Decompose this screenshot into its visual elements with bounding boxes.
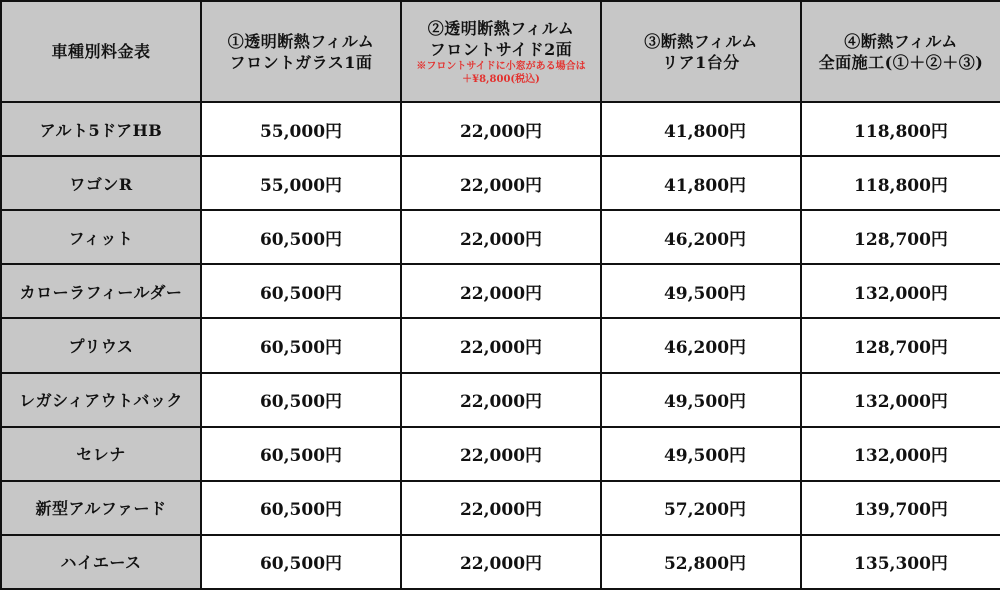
table-row xyxy=(1,156,1000,210)
column-header-full-install xyxy=(801,1,1000,102)
price-front-side: 22,000円 xyxy=(401,481,601,535)
car-model-cell: ハイエース xyxy=(1,535,201,589)
price-full-install: 132,000円 xyxy=(801,427,1000,481)
price-front-glass: 60,500円 xyxy=(201,373,401,427)
table-row xyxy=(1,373,1000,427)
car-model-cell: セレナ xyxy=(1,427,201,481)
price-front-glass: 60,500円 xyxy=(201,318,401,372)
price-front-side: 22,000円 xyxy=(401,535,601,589)
car-model-cell: フィット xyxy=(1,210,201,264)
header-row xyxy=(1,1,1000,102)
car-model-cell: アルト5ドアHB xyxy=(1,102,201,156)
price-front-glass: 55,000円 xyxy=(201,102,401,156)
table-row xyxy=(1,102,1000,156)
price-front-side: 22,000円 xyxy=(401,210,601,264)
price-rear: 41,800円 xyxy=(601,102,801,156)
price-front-glass: 60,500円 xyxy=(201,210,401,264)
small-window-surcharge: ＋¥8,800(税込) xyxy=(462,73,540,85)
price-full-install: 135,300円 xyxy=(801,535,1000,589)
column-header-line2: 全面施工(①＋②＋③) xyxy=(818,52,984,72)
price-front-glass: 60,500円 xyxy=(201,427,401,481)
column-header-line1: ②透明断熱フィルム xyxy=(427,18,575,38)
price-full-install: 132,000円 xyxy=(801,373,1000,427)
price-full-install: 128,700円 xyxy=(801,318,1000,372)
column-header-line2: フロントサイド2面 xyxy=(429,39,573,59)
car-model-cell: プリウス xyxy=(1,318,201,372)
price-rear: 49,500円 xyxy=(601,264,801,318)
price-front-side: 22,000円 xyxy=(401,427,601,481)
column-header-front-glass xyxy=(201,1,401,102)
column-header-line1: ③断熱フィルム xyxy=(644,31,758,51)
price-rear: 57,200円 xyxy=(601,481,801,535)
price-front-glass: 60,500円 xyxy=(201,481,401,535)
price-front-side: 22,000円 xyxy=(401,102,601,156)
table-row xyxy=(1,264,1000,318)
column-header-rear xyxy=(601,1,801,102)
price-full-install: 118,800円 xyxy=(801,156,1000,210)
price-front-side: 22,000円 xyxy=(401,264,601,318)
table-row xyxy=(1,318,1000,372)
column-header-front-side xyxy=(401,1,601,102)
column-header-line1: ④断熱フィルム xyxy=(844,31,958,51)
small-window-note: ※フロントサイドに小窓がある場合は xyxy=(416,60,586,72)
price-rear: 46,200円 xyxy=(601,318,801,372)
price-full-install: 128,700円 xyxy=(801,210,1000,264)
table-header xyxy=(1,1,1000,102)
price-full-install: 132,000円 xyxy=(801,264,1000,318)
price-full-install: 118,800円 xyxy=(801,102,1000,156)
car-model-cell: 新型アルファード xyxy=(1,481,201,535)
price-front-glass: 60,500円 xyxy=(201,264,401,318)
car-model-cell: カローラフィールダー xyxy=(1,264,201,318)
column-header-line2: リア1台分 xyxy=(662,52,740,72)
table-row xyxy=(1,427,1000,481)
price-front-side: 22,000円 xyxy=(401,373,601,427)
column-header-line1: ①透明断熱フィルム xyxy=(227,31,375,51)
price-rear: 52,800円 xyxy=(601,535,801,589)
price-rear: 49,500円 xyxy=(601,427,801,481)
price-front-glass: 55,000円 xyxy=(201,156,401,210)
car-model-cell: ワゴンR xyxy=(1,156,201,210)
table-row xyxy=(1,210,1000,264)
table-body xyxy=(1,102,1000,589)
car-model-cell: レガシィアウトバック xyxy=(1,373,201,427)
price-rear: 46,200円 xyxy=(601,210,801,264)
price-full-install: 139,700円 xyxy=(801,481,1000,535)
price-rear: 49,500円 xyxy=(601,373,801,427)
table-row xyxy=(1,481,1000,535)
table-row xyxy=(1,535,1000,589)
price-front-side: 22,000円 xyxy=(401,156,601,210)
column-header-line2: フロントガラス1面 xyxy=(229,52,373,72)
corner-label: 車種別料金表 xyxy=(1,1,201,102)
price-front-glass: 60,500円 xyxy=(201,535,401,589)
price-front-side: 22,000円 xyxy=(401,318,601,372)
price-rear: 41,800円 xyxy=(601,156,801,210)
